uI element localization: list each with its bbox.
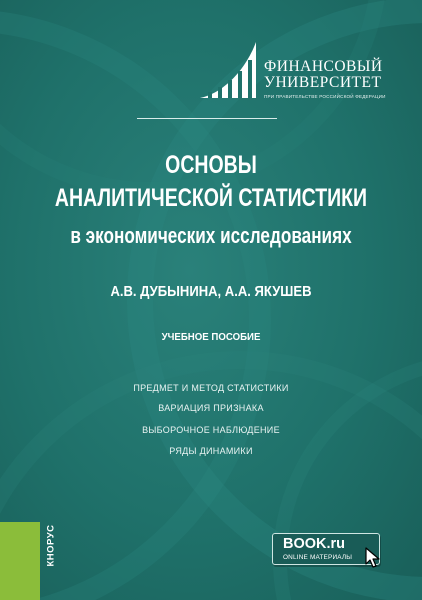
cursor-icon bbox=[365, 547, 381, 569]
title-line1: ОСНОВЫ bbox=[165, 151, 257, 179]
book-ru-sublabel: ONLINE МАТЕРИАЛЫ bbox=[283, 554, 353, 561]
topic-item: ВАРИАЦИЯ ПРИЗНАКА bbox=[158, 403, 264, 413]
topic-item: ПРЕДМЕТ И МЕТОД СТАТИСТИКИ bbox=[133, 383, 289, 393]
logo-line2: УНИВЕРСИТЕТ bbox=[264, 74, 382, 91]
accent-bar bbox=[0, 522, 40, 600]
book-type: УЧЕБНОЕ ПОСОБИЕ bbox=[161, 331, 261, 343]
title-line2: АНАЛИТИЧЕСКОЙ СТАТИСТИКИ bbox=[54, 184, 368, 212]
authors: А.В. ДУБЫНИНА, А.А. ЯКУШЕВ bbox=[110, 284, 312, 300]
book-ru-button[interactable] bbox=[272, 533, 380, 565]
publisher-logo bbox=[43, 515, 59, 575]
publisher-name: КНОРУС bbox=[45, 523, 57, 567]
topic-item: РЯДЫ ДИНАМИКИ bbox=[169, 446, 253, 456]
book-ru-label: BOOK.ru bbox=[283, 536, 346, 552]
topic-item: ВЫБОРОЧНОЕ НАБЛЮДЕНИЕ bbox=[142, 425, 280, 435]
title-line3: в экономических исследованиях bbox=[70, 223, 352, 248]
logo-subline: ПРИ ПРАВИТЕЛЬСТВЕ РОССИЙСКОЙ ФЕДЕРАЦИИ bbox=[264, 94, 386, 99]
logo-line1: ФИНАНСОВЫЙ bbox=[264, 58, 383, 75]
university-logo-icon bbox=[198, 40, 260, 102]
divider bbox=[137, 118, 277, 119]
